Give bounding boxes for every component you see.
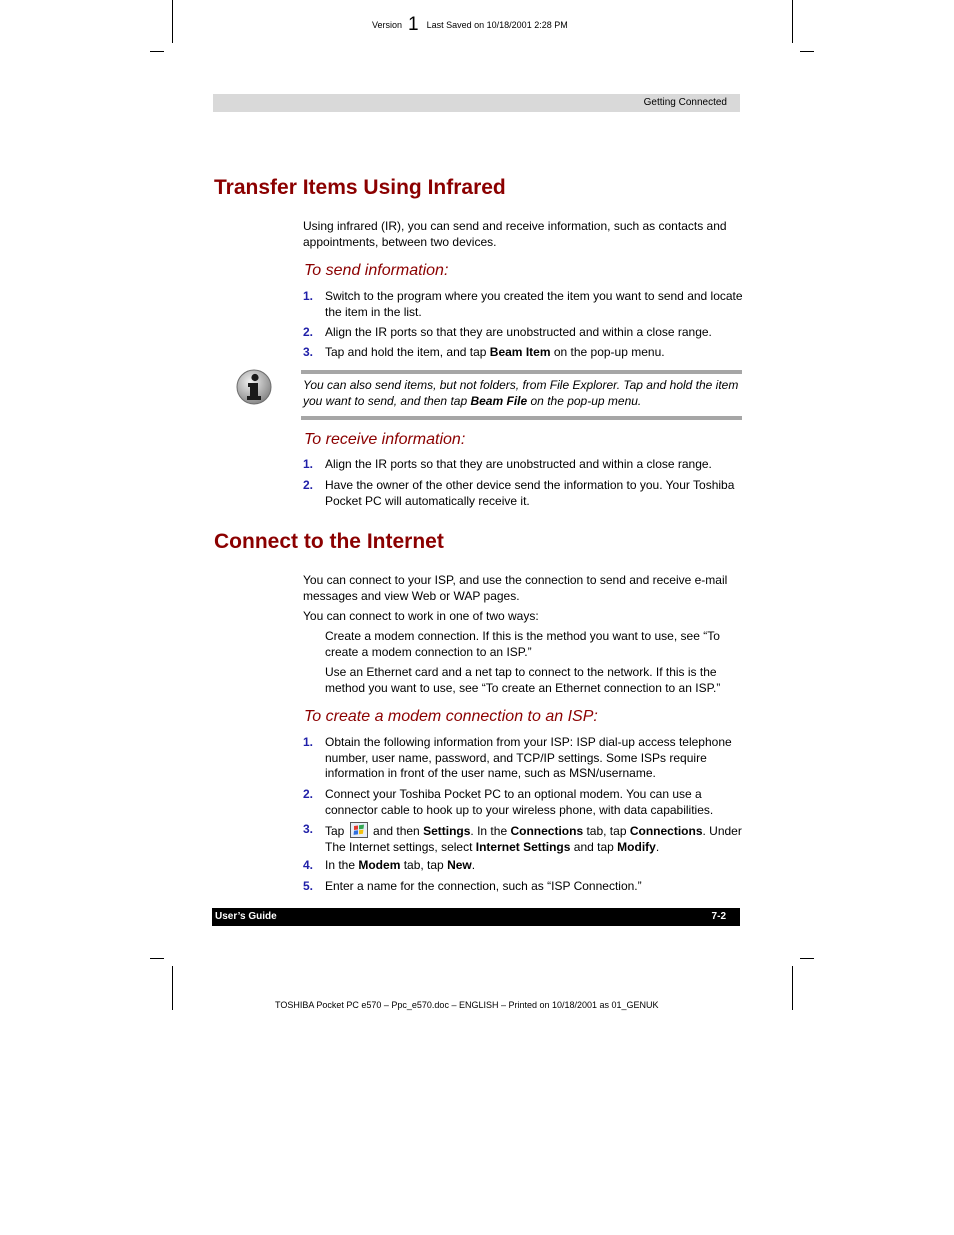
step-number: 1. (303, 289, 314, 303)
running-header (213, 94, 740, 112)
connection-way: Use an Ethernet card and a net tap to connect to the network. If this is the method you want to use, see “To create an Ethernet connection to an ISP.” (325, 665, 721, 695)
step-text: Tap and hold the item, and tap Beam Item on the pop-up menu. (325, 345, 665, 359)
receive-heading: To receive information: (304, 431, 466, 448)
note-text: You can also send items, but not folders, from File Explorer. Tap and hold the item you want to send, and then tap Beam File on the pop-up menu. (303, 378, 739, 408)
step-number: 2. (303, 787, 314, 801)
modem-step (303, 787, 743, 818)
version-number: 1 (408, 14, 419, 35)
step-text: In the Modem tab, tap New. (325, 858, 476, 872)
step-text: Align the IR ports so that they are unobstructed and within a close range. (325, 325, 712, 339)
crop-mark (792, 0, 793, 43)
modem-step (303, 858, 743, 874)
note-box (301, 370, 742, 420)
step-text: Tap and then Settings. In the Connections tab, tap Connections. Under The Internet settings, select Internet Settings and tap Modify. (325, 824, 742, 854)
send-step (303, 325, 743, 341)
info-icon (236, 369, 272, 405)
last-saved: Last Saved on 10/18/2001 2:28 PM (426, 20, 568, 30)
section-title-infrared: Transfer Items Using Infrared (214, 176, 506, 199)
step-number: 4. (303, 858, 314, 872)
modem-step (303, 822, 743, 855)
crop-mark (172, 0, 173, 43)
step-number: 3. (303, 345, 314, 359)
crop-mark (792, 966, 793, 1010)
intro-paragraph: Using infrared (IR), you can send and receive information, such as contacts and appointments, between two devices. (303, 219, 727, 249)
step-number: 3. (303, 822, 314, 836)
section-title-internet: Connect to the Internet (214, 530, 444, 553)
crop-mark (150, 958, 164, 959)
running-footer (212, 908, 740, 926)
step-text: Obtain the following information from your ISP: ISP dial-up access telephone number, user name, password, and TCP/IP settings. Some ISPs require information in front of the user name, such as MSN/username. (325, 735, 732, 780)
footer-guide-title: User’s Guide (215, 911, 277, 922)
print-info: TOSHIBA Pocket PC e570 – Ppc_e570.doc – ENGLISH – Printed on 10/18/2001 as 01_GENUK (275, 1000, 659, 1010)
step-text: Have the owner of the other device send the information to you. Your Toshiba Pocket PC will automatically receive it. (325, 478, 735, 508)
step-text: Connect your Toshiba Pocket PC to an optional modem. You can use a connector cable to hook up to your wireless phone, with data capabilities. (325, 787, 714, 817)
crop-mark (800, 51, 814, 52)
send-step (303, 289, 743, 320)
modem-step (303, 735, 743, 782)
crop-mark (150, 51, 164, 52)
version-info (372, 12, 568, 34)
step-text: Switch to the program where you created the item you want to send and locate the item in the list. (325, 289, 743, 319)
send-heading: To send information: (304, 262, 449, 279)
send-step (303, 345, 743, 361)
step-number: 5. (303, 879, 314, 893)
step-text: Enter a name for the connection, such as “ISP Connection.” (325, 879, 642, 893)
step-number: 1. (303, 457, 314, 471)
modem-heading: To create a modem connection to an ISP: (304, 708, 598, 725)
step-number: 2. (303, 478, 314, 492)
step-text: Align the IR ports so that they are unobstructed and within a close range. (325, 457, 712, 471)
modem-step (303, 879, 743, 895)
crop-mark (800, 958, 814, 959)
step-number: 2. (303, 325, 314, 339)
connection-way: Create a modem connection. If this is the method you want to use, see “To create a modem connection to an ISP.” (325, 629, 720, 659)
windows-start-icon (350, 822, 368, 838)
version-label: Version (372, 20, 403, 30)
header-section-title: Getting Connected (643, 97, 727, 108)
step-number: 1. (303, 735, 314, 749)
crop-mark (172, 966, 173, 1010)
intro-paragraph: You can connect to work in one of two ways: (303, 609, 539, 623)
page-number: 7-2 (711, 911, 726, 922)
intro-paragraph: You can connect to your ISP, and use the connection to send and receive e-mail messages and view Web or WAP pages. (303, 573, 728, 603)
receive-step (303, 457, 743, 473)
receive-step (303, 478, 743, 509)
